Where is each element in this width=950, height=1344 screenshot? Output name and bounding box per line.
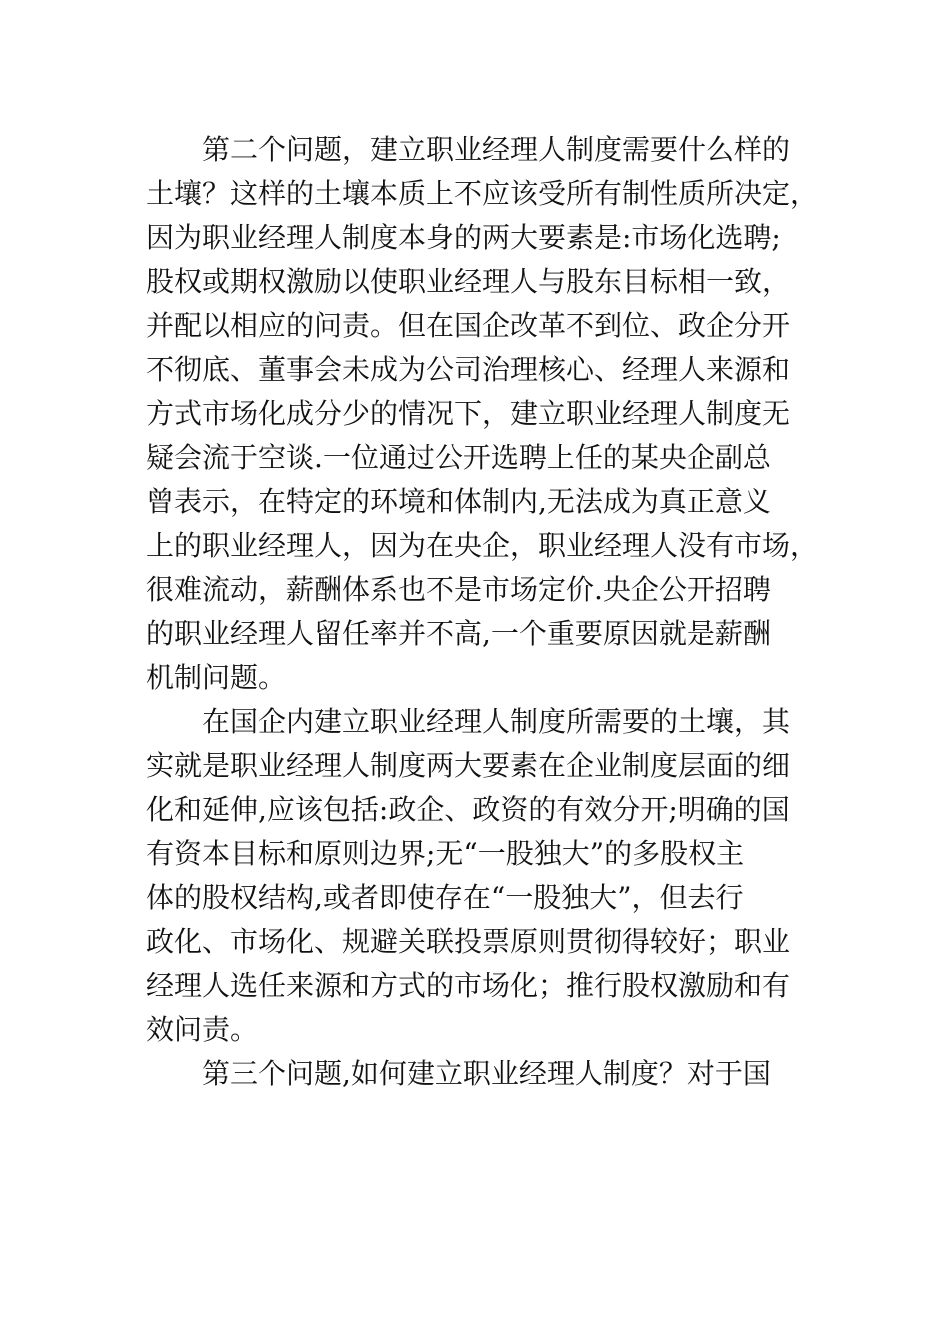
paragraph-1 (146, 128, 819, 700)
text-line: 实就是职业经理人制度两大要素在企业制度层面的细 (146, 749, 791, 782)
text-line: 体的股权结构,或者即使存在“一股独大”，但去行 (146, 881, 744, 914)
text-line: 机制问题。 (146, 661, 287, 694)
text-line: 政化、市场化、规避关联投票原则贯彻得较好；职业 (146, 925, 791, 958)
text-line: 方式市场化成分少的情况下，建立职业经理人制度无 (146, 397, 791, 430)
text-line: 效问责。 (146, 1013, 259, 1046)
text-line: 并配以相应的问责。但在国企改革不到位、政企分开 (146, 309, 791, 342)
body-text (146, 128, 819, 1096)
paragraph-3 (146, 1052, 816, 1096)
text-line: 有资本目标和原则边界;无“一股独大”的多股权主 (146, 837, 745, 870)
text-line: 第二个问题，建立职业经理人制度需要什么样的 (202, 133, 791, 166)
text-line: 上的职业经理人，因为在央企，职业经理人没有市场， (146, 529, 819, 562)
text-line: 曾表示，在特定的环境和体制内,无法成为真正意义 (146, 485, 771, 518)
text-line: 第三个问题,如何建立职业经理人制度？对于国 (202, 1057, 771, 1090)
text-line: 经理人选任来源和方式的市场化；推行股权激励和有 (146, 969, 791, 1002)
text-line: 因为职业经理人制度本身的两大要素是:市场化选聘; (146, 221, 781, 254)
text-line: 不彻底、董事会未成为公司治理核心、经理人来源和 (146, 353, 791, 386)
text-line: 的职业经理人留任率并不高,一个重要原因就是薪酬 (146, 617, 771, 650)
text-line: 很难流动，薪酬体系也不是市场定价.央企公开招聘 (146, 573, 771, 606)
text-line: 土壤？这样的土壤本质上不应该受所有制性质所决定， (146, 177, 819, 210)
paragraph-2 (146, 700, 816, 1052)
text-line: 疑会流于空谈.一位通过公开选聘上任的某央企副总 (146, 441, 771, 474)
text-line: 股权或期权激励以使职业经理人与股东目标相一致， (146, 265, 791, 298)
text-line: 化和延伸,应该包括:政企、政资的有效分开;明确的国 (146, 793, 790, 826)
text-line: 在国企内建立职业经理人制度所需要的土壤，其 (202, 705, 791, 738)
